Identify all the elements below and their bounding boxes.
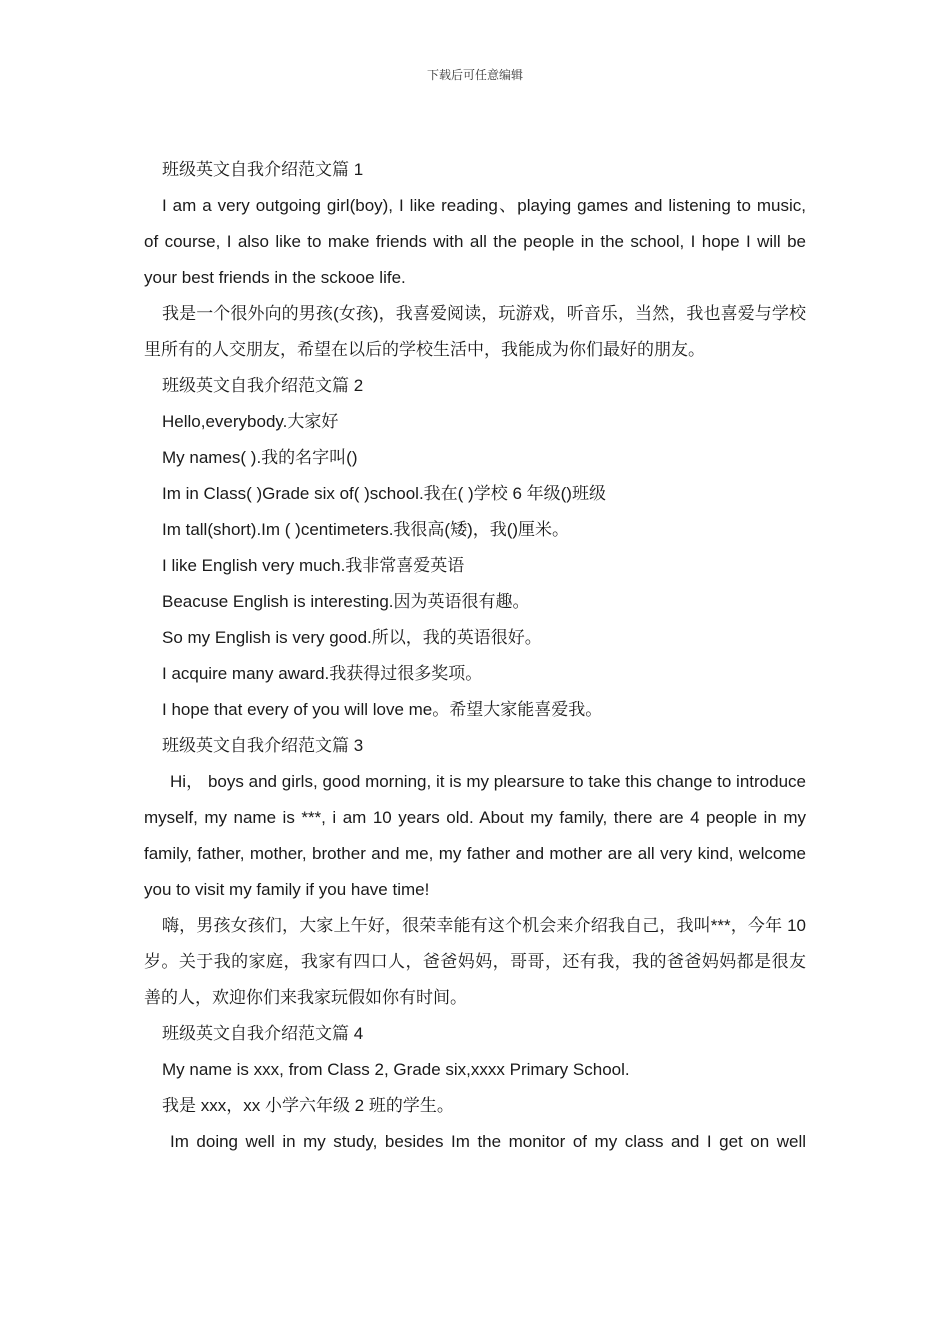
line-name: My names( ).我的名字叫() bbox=[162, 448, 358, 467]
line-hello: Hello,everybody.大家好 bbox=[162, 412, 339, 431]
line-awards: I acquire many award.我获得过很多奖项。 bbox=[162, 664, 483, 683]
line-height: Im tall(short).Im ( )centimeters.我很高(矮)，我()厘米。 bbox=[162, 520, 570, 539]
paragraph-english-3: Hi， boys and girls, good morning, it is my plearsure to take this change to introduce myself, my name is ***, i am 10 years old. About my family, there are 4 people in my family, father, mother, brother and me, my father and mother are all very kind, welcome you to visit my family if you have time! bbox=[144, 772, 806, 899]
line-my-name: My name is xxx, from Class 2, Grade six,xxxx Primary School. bbox=[162, 1060, 630, 1079]
line-hope: I hope that every of you will love me。希望大家能喜爱我。 bbox=[162, 700, 603, 719]
line-because: Beacuse English is interesting.因为英语很有趣。 bbox=[162, 592, 530, 611]
section-heading-2: 班级英文自我介绍范文篇 2 bbox=[162, 376, 364, 395]
line-class: Im in Class( )Grade six of( )school.我在( )学校 6 年级()班级 bbox=[162, 484, 606, 503]
section-heading-3: 班级英文自我介绍范文篇 3 bbox=[162, 736, 364, 755]
section-heading-4: 班级英文自我介绍范文篇 4 bbox=[162, 1024, 364, 1043]
section-heading-1: 班级英文自我介绍范文篇 1 bbox=[162, 160, 364, 179]
paragraph-english-4: Im doing well in my study, besides Im the monitor of my class and I get on well bbox=[170, 1132, 806, 1151]
line-like-english: I like English very much.我非常喜爱英语 bbox=[162, 556, 465, 575]
paragraph-chinese-1: 我是一个很外向的男孩(女孩)，我喜爱阅读，玩游戏，听音乐，当然，我也喜爱与学校里所有的人交朋友，希望在以后的学校生活中，我能成为你们最好的朋友。 bbox=[144, 304, 806, 359]
line-student: 我是 xxx，xx 小学六年级 2 班的学生。 bbox=[162, 1096, 454, 1115]
document-body bbox=[144, 152, 806, 1160]
line-good-english: So my English is very good.所以，我的英语很好。 bbox=[162, 628, 542, 647]
paragraph-chinese-3: 嗨，男孩女孩们，大家上午好，很荣幸能有这个机会来介绍我自己，我叫***，今年 10 岁。关于我的家庭，我家有四口人，爸爸妈妈，哥哥，还有我，我的爸爸妈妈都是很友善的人，欢迎你们来我家玩假如你有时间。 bbox=[144, 916, 806, 1007]
page-header: 下载后可任意编辑 bbox=[426, 68, 523, 82]
paragraph-english-1: I am a very outgoing girl(boy), I like reading、playing games and listening to music, of course, I also like to make friends with all the people in the school, I hope I will be your best friends in the sckooe life. bbox=[144, 196, 806, 287]
